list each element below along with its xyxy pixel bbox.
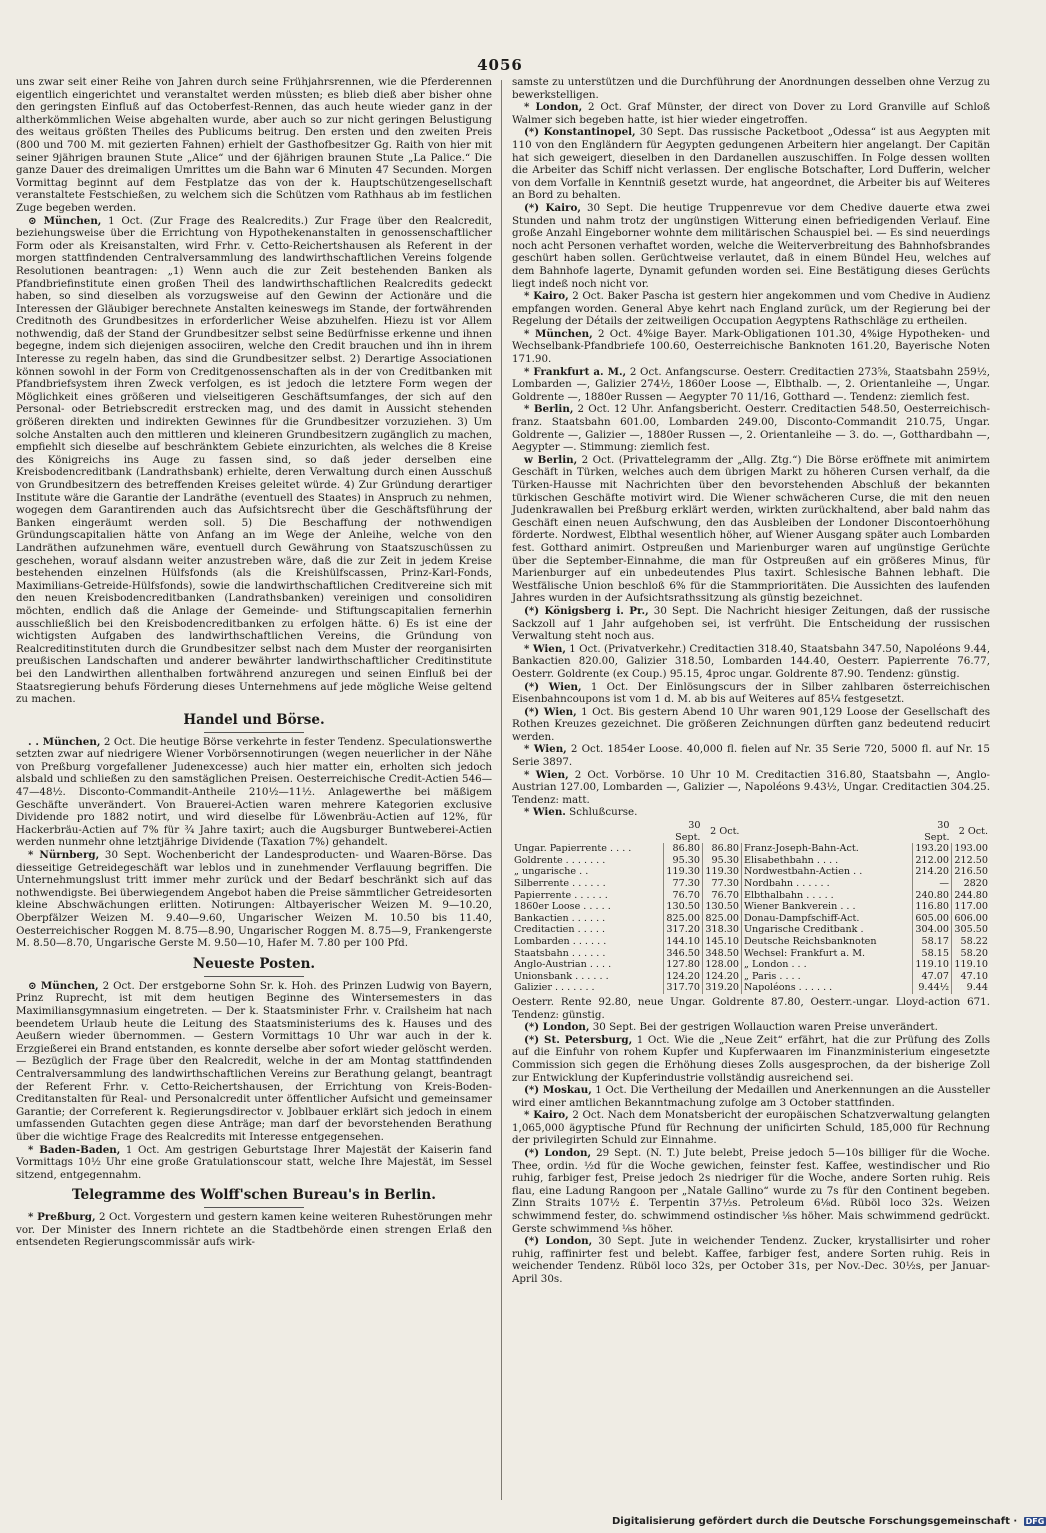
table-row (512, 878, 990, 890)
right-column (512, 76, 990, 1504)
article-paragraph (512, 769, 990, 807)
dateline: * London, (524, 101, 583, 114)
table-cell: 318.30 (702, 924, 741, 936)
vienna-closing-prices-table (512, 820, 990, 994)
table-cell: Elbthalbahn . . . . . (743, 889, 834, 901)
table-cell: 212.50 (952, 855, 991, 867)
table-cell: 317.70 (663, 982, 702, 994)
digitization-footer (612, 1516, 1045, 1530)
table-cell: 305.50 (952, 924, 991, 936)
article-paragraph (512, 403, 990, 453)
article-paragraph (512, 126, 990, 202)
table-cell: 9.44 (952, 982, 991, 994)
dfg-logo-icon: DFG (1025, 1517, 1045, 1526)
dateline: (*) London, (524, 1147, 592, 1160)
dateline: * Baden-Baden, (28, 1143, 121, 1156)
table-header-cell (512, 820, 663, 843)
article-paragraph (512, 328, 990, 366)
article-paragraph (512, 996, 990, 1021)
dateline: * Kairo, (524, 1109, 569, 1122)
table-cell: 193.20 (913, 843, 952, 855)
article-paragraph (16, 980, 492, 1144)
table-cell: 58.20 (952, 948, 991, 960)
table-cell: Creditactien . . . . . (514, 924, 606, 936)
dateline: (*) London, (524, 1235, 593, 1248)
heading-rule (204, 732, 304, 733)
article-paragraph (512, 101, 990, 126)
article-paragraph (512, 605, 990, 643)
article-text: 2 Oct. 4%ige Bayer. Mark-Obligationen 101.30, 4%ige Hypotheken- und Wechselbank-Pfandbriefe 100.60, Oesterreichische Banknoten 161.20, Bayerische Noten 171.90. (512, 327, 991, 366)
article-paragraph (512, 743, 990, 768)
table-row (512, 890, 990, 902)
dateline: ⊙ München, (28, 979, 99, 992)
article-text: 2 Oct. Die heutige Börse verkehrte in fester Tendenz. Speculationswerthe setzten zwar auf niedrigere Wiener Vorbörsennotirungen (wegen neuerlicher in der Nähe von Preßburg vorgefallener Judenexcesse) auch hier matter ein, erholten sich jedoch alsbald und schließen zu den samstäglichen Preisen. Oesterreichische Credit-Actien 546—47—48½. Disconto-Commandit-Antheile 210½—11½. Anlagewerthe bei mäßigem Geschäfte unverändert. Von Brauerei-Actien waren mehrere Kategorien exclusive Dividende pro 1882 notirt, und wird dieselbe für Löwenbräu-Actien auf 12%, für Hackerbräu-Actien auf 7% für ¾ Jahre taxirt; auch die Augsburger Buntweberei-Actien werden nunmehr ohne letztjährige Dividende (Taxation 7%) gehandelt. (16, 735, 492, 849)
table-cell: 116.80 (913, 901, 952, 913)
article-text: 30 Sept. Die heutige Truppenrevue vor dem Chedive dauerte etwa zwei Stunden und nahm trotz der ungünstigen Witterung einen befriedigenden Verlauf. Eine große Anzahl Eingeborner wohnte dem militärischen Schauspiel bei. — Es sind neuerdings noch acht Personen verhaftet worden, welche die Weiterverbreitung des Bahnhofsbrandes geschürt haben sollen. Gerüchtweise verlautet, daß in einem Bündel Heu, welches auf dem Bahnhofe lagerte, Dynamit gefunden worden sei. Eine Bestätigung dieses Gerüchts liegt indeß noch nicht vor. (512, 201, 991, 290)
table-cell: 145.10 (702, 936, 741, 948)
article-paragraph (16, 76, 492, 215)
table-cell: Deutsche Reichsbanknoten (743, 935, 877, 947)
section-heading: Handel und Börse. (183, 711, 325, 728)
table-cell: 77.30 (702, 878, 741, 890)
article-text: 2 Oct. (Privattelegramm der „Allg. Ztg.“) Die Börse eröffnete mit animirtem Geschäft in Türken, welches auch dem übrigen Markt zu höheren Cursen verhalf, da die Türken-Hausse mit Nachrichten über den bevorstehenden Abschluß der bekannten türkischen Geschäfte motivirt wird. Die Wiener schwächeren Curse, die mit den neuen Judenkrawallen bei Preßburg erklärt werden, wirkten zurückhaltend, aber bald nahm das Geschäft einen neuen Aufschwung, den das Ausbleiben der Londoner Discontoerhöhung förderte. Nordwest, Elbthal wesentlich höher, auf Wiener Ausgang später auch Lombarden fest. Gotthard animirt. Ostpreußen und Marienburger waren auf ungünstige Gerüchte über die September-Einnahme, die man für Ostpreußen auf ein größeres Minus, für Marienburger auf ein unbedeutendes Plus taxirt. Schlesische Bahnen lebhaft. Die Westfälische Union beschloß 6% für die Stammprioritäten. Die Aussichten des laufenden Jahres wurden in der Aufsichtsrathssitzung als günstig bezeichnet. (512, 453, 990, 605)
table-cell: Lombarden . . . . . . (514, 935, 607, 947)
table-cell: Papierrente . . . . . . (514, 889, 608, 901)
table-cell: Unionsbank . . . . . . (514, 970, 609, 982)
table-cell: 76.70 (702, 890, 741, 902)
table-cell: Bankactien . . . . . . (514, 912, 606, 924)
article-paragraph (16, 736, 492, 849)
article-text: Oesterr. Rente 92.80, neue Ungar. Goldrente 87.80, Oesterr.-ungar. Lloyd-action 671. Tendenz: günstig. (512, 995, 990, 1021)
dateline: * Wien, (524, 642, 566, 655)
article-text: 30 Sept. Bei der gestrigen Wollauction waren Preise unverändert. (589, 1021, 938, 1034)
dateline: . . München, (28, 735, 101, 748)
table-row (512, 948, 990, 960)
article-text: 2 Oct. Anfangscurse. Oesterr. Creditactien 273⅝, Staatsbahn 259½, Lombarden —, Galizier 274½, 1860er Loose —, Elbthalb. —, 2. Orientanleihe —, Ungar. Goldrente —, 1880er Russen — Aegypter 70 11/16, Gotthard —. Tendenz: ziemlich fest. (512, 365, 990, 403)
table-cell: Wechsel: Frankfurt a. M. (743, 947, 866, 959)
table-cell: Nordbahn . . . . . . (743, 878, 830, 889)
article-paragraph (512, 1084, 990, 1109)
section-heading: Neueste Posten. (192, 955, 316, 972)
article-paragraph (512, 643, 990, 681)
table-cell: 124.20 (702, 971, 741, 983)
article-text: 1 Oct. Der Einlösungscurs der in Silber zahlbaren österreichischen Eisenbahncoupons ist vom 1 d. M. ab bis auf Weiteres auf 85¼ festgesetzt. (512, 680, 990, 706)
table-cell: 127.80 (663, 959, 702, 971)
article-text: 1 Oct. Bis gestern Abend 10 Uhr waren 901,129 Loose der Gesellschaft des Rothen Kreuzes gezeichnet. Die größeren Zeichnungen dürften ganz bedeutend reducirt werden. (512, 705, 990, 743)
table-header-row (512, 820, 990, 843)
heading-rule (204, 1207, 304, 1208)
table-cell: 346.50 (663, 948, 702, 960)
table-cell: 86.80 (702, 843, 741, 855)
table-cell: 47.07 (913, 971, 952, 983)
table-row (512, 982, 990, 994)
article-text: 30 Sept. Das russische Packetboot „Odessa“ ist aus Aegypten mit 110 von den Engländern für Aegypten gedungenen Arbeitern hier angelangt. Der Capitän hat sich geweigert, dieselben in den Dardanellen auszuschiffen. In Folge dessen wollten die Arbeiter das Schiff nicht verlassen. Der englische Botschafter, Lord Dufferin, welcher von dem Vorfalle in Kenntniß gesetzt wurde, hat angeordnet, die Arbeiter bis auf Weiteres an Bord zu behalten. (512, 126, 990, 202)
table-header-cell (741, 820, 912, 843)
dateline: ⊙ München, (28, 214, 102, 227)
table-cell: Galizier . . . . . . . (514, 982, 595, 994)
table-cell: „ ungarische . . (514, 866, 589, 878)
dateline: * Nürnberg, (28, 849, 100, 862)
table-cell: Silberrente . . . . . . (514, 878, 606, 889)
table-cell: 119.30 (663, 866, 702, 878)
article-paragraph (512, 76, 990, 101)
article-paragraph (16, 1211, 492, 1249)
article-paragraph (512, 681, 990, 706)
table-cell: 214.20 (913, 866, 952, 878)
column-rule (501, 80, 502, 1500)
dateline: * Berlin, (524, 403, 574, 416)
table-cell: Wiener Bankverein . . . (743, 901, 856, 913)
dateline: * Preßburg, (28, 1211, 96, 1224)
article-text: 30 Sept. Die Nachricht hiesiger Zeitungen, daß der russische Sackzoll auf 1 Jahr aufgehoben sei, ist verfrüht. Die Entscheidung der russischen Verwaltung steht noch aus. (512, 604, 990, 643)
dateline: (*) Königsberg i. Pr., (524, 604, 649, 617)
table-cell: 1860er Loose . . . . . (514, 901, 611, 913)
table-cell: Ungar. Papierrente . . . . (514, 843, 632, 855)
article-text: 2 Oct. Vorgestern und gestern kamen keine weiteren Ruhestörungen mehr vor. Der Minister des Innern richtete an die Stadtbehörde einen strengen Erlaß den entsendeten Regierungscommissär aufs wirk- (16, 1211, 492, 1249)
article-text: 2 Oct. Graf Münster, der direct von Dover zu Lord Granville auf Schloß Walmer sich begeben hatte, ist hier wieder eingetroffen. (512, 101, 991, 126)
table-cell: Donau-Dampfschiff-Act. (743, 912, 860, 924)
table-cell: 144.10 (663, 936, 702, 948)
table-cell: 95.30 (663, 855, 702, 867)
table-row (512, 971, 990, 983)
table-cell: 128.00 (702, 959, 741, 971)
left-column (16, 76, 492, 1504)
table-cell: 58.15 (913, 948, 952, 960)
table-cell: 348.50 (702, 948, 741, 960)
article-paragraph (512, 1147, 990, 1235)
table-cell: 212.00 (913, 855, 952, 867)
table-cell: 9.44½ (913, 982, 952, 994)
table-cell: 605.00 (913, 913, 952, 925)
article-paragraph (512, 290, 990, 328)
article-paragraph (512, 1034, 990, 1084)
dateline: (*) Kairo, (524, 201, 581, 214)
article-text: 2 Oct. Nach dem Monatsbericht der europäischen Schatzverwaltung gelangten 1,065,000 ägyptische Pfund für Rechnung der unificirten Schuld, 185,000 für Rechnung der privilegirten Schuld zur Einnahme. (512, 1109, 990, 1147)
table-cell: 606.00 (952, 913, 991, 925)
table-cell: 124.20 (663, 971, 702, 983)
table-cell: 193.00 (952, 843, 991, 855)
footer-text: Digitalisierung gefördert durch die Deutsche Forschungsgemeinschaft · (612, 1516, 1018, 1527)
table-cell: 119.10 (952, 959, 991, 971)
table-cell: 2820 (952, 878, 991, 890)
table-cell: 58.17 (913, 936, 952, 948)
table-cell: 304.00 (913, 924, 952, 936)
page-number: 4056 (477, 56, 523, 74)
article-paragraph (16, 215, 492, 706)
dateline: * Wien. (524, 806, 566, 819)
article-paragraph (512, 1235, 990, 1285)
table-cell: 130.50 (663, 901, 702, 913)
table-row (512, 936, 990, 948)
table-cell: 95.30 (702, 855, 741, 867)
article-text: 2 Oct. Vorbörse. 10 Uhr 10 M. Creditactien 316.80, Staatsbahn —, Anglo-Austrian 127.00, Lombarden —, Galizier —, Napoléons 9.43½, Ungar. Creditactien 304.25. Tendenz: matt. (512, 768, 991, 806)
article-text: 1 Oct. Die Vertheilung der Medaillen und Anerkennungen an die Aussteller wird einer amtlichen Bekanntmachung zufolge am 3 October stattfinden. (512, 1084, 991, 1109)
table-header-cell: 2 Oct. (710, 825, 740, 837)
article-paragraph (512, 806, 990, 819)
section-heading: Telegramme des Wolff'schen Bureau's in Berlin. (72, 1187, 436, 1204)
table-cell: 825.00 (663, 913, 702, 925)
article-text: 1 Oct. (Privatverkehr.) Creditactien 318.40, Staatsbahn 347.50, Napoléons 9.44, Bankactien 820.00, Galizier 318.50, Lombarden 144.40, Oesterr. Papierrente 76.77, Oesterr. Goldrente (ex Coup.) 95.15, 4proc ungar. Goldrente 87.90. Tendenz: günstig. (512, 642, 991, 680)
table-cell: Napoléons . . . . . . (743, 982, 833, 994)
article-paragraph (16, 849, 492, 950)
table-cell: Franz-Joseph-Bahn-Act. (743, 843, 859, 855)
article-text: 2 Oct. Baker Pascha ist gestern hier angekommen und vom Chedive in Audienz empfangen worden. General Abye kehrt nach England zurück, um der Regierung bei der Regelung der Détails der zeitweiligen Occupation Aegyptens Rathschläge zu ertheilen. (512, 290, 990, 328)
article-text: uns zwar seit einer Reihe von Jahren durch seine Frühjahrsrennen, wie die Pferderennen eigentlich eingerichtet und veranstaltet werden müssten; es blieb dieß aber bisher ohne den geringsten Einfluß auf das Octoberfest-Rennen, das auch heute wieder ganz in der altherkömmlichen Weise abgehalten wurde, aber auch so zur nicht geringen Belustigung des weitaus größten Theiles des Publicums beitrug. Den ersten und den zweiten Preis (800 und 700 M. mit gezierten Fahnen) erhielt der Gasthofbesitzer Gg. Raith von hier mit seiner 9jährigen braunen Stute „Alice“ und der 6jährigen braunen Stute „La Palice.“ Die ganze Dauer des dreimaligen Umrittes um die Bahn war 6 Minuten 47 Secunden. Morgen Vormittag beginnt auf dem Festplatze das von der k. Hauptschützengesellschaft veranstaltete Festschießen, zu welchem sich die Schützen vom Rathhaus ab im festlichen Zuge begeben werden. (16, 76, 492, 214)
article-text: 30 Sept. Wochenbericht der Landesproducten- und Waaren-Börse. Das diesseitige Getreidegeschäft war leblos und in zunehmender Verflauung begriffen. Die Unternehmungslust tritt immer mehr zurück und der Bedarf beschränkt sich auf das nothwendigste. Bei überwiegendem Angebot haben die Preise sämmtlicher Getreidesorten kleine Abschwächungen erlitten. Notirungen: Altbayerischer Weizen M. 9—10.20, Oberpfälzer Weizen M. 9.40—9.60, Ungarischer Weizen M. 10.50 bis 11.40, Oesterreichischer Roggen M. 8.75—8.90, Ungarischer Roggen M. 8.75—9, Frankengerste M. 8.50—8.70, Ungarische Gerste M. 9.50—10, Hafer M. 7.80 per 100 Pfd. (16, 849, 492, 950)
table-cell: 240.80 (913, 890, 952, 902)
table-cell: 216.50 (952, 866, 991, 878)
table-row (512, 866, 990, 878)
article-text: 30 Sept. Jute in weichender Tendenz. Zucker, krystallisirter und roher ruhig, raffinirter fest und belebt. Kaffee, farbiger fest, andere Sorten ruhig. Reis in weichender Tendenz. Rüböl loco 32s, per October 31s, per Nov.-Dec. 30½s, per Januar-April 30s. (512, 1235, 990, 1285)
article-text: 2 Oct. 12 Uhr. Anfangsbericht. Oesterr. Creditactien 548.50, Oesterreichisch-franz. Staatsbahn 601.00, Lombarden 249.00, Disconto-Commandit 210.75, Ungar. Goldrente —, Galizier —, 1880er Russen —, 2. Orientanleihe — 3. do. —, Gotthardbahn —, Aegypter —. Stimmung: ziemlich fest. (512, 403, 991, 454)
article-text: 2 Oct. 1854er Loose. 40,000 fl. fielen auf Nr. 35 Serie 720, 5000 fl. auf Nr. 15 Serie 3897. (512, 743, 990, 769)
table-row (512, 901, 990, 913)
dateline: (*) Konstantinopel, (524, 126, 636, 139)
dateline: (*) Moskau, (524, 1084, 592, 1097)
table-cell: 119.10 (913, 959, 952, 971)
table-cell: 77.30 (663, 878, 702, 890)
dateline: (*) St. Petersburg, (524, 1033, 633, 1046)
article-text: 29 Sept. (N. T.) Jute belebt, Preise jedoch 5—10s billiger für die Woche. Thee, ordin. ½d für die Woche gewichen, feinster fest. Kaffee, westindischer und Rio ruhig, farbiger fest, Preise jedoch 2s niedriger für die Woche, andere Sorten ruhig. Reis flau, eine Ladung Rangoon per „Natale Gallino“ wurde zu 7s für den Continent begeben. Zinn Straits 107½ £. Terpentin 37½s. Petroleum 6⅛d. Rüböl loco 32s. Weizen schwimmend fester, do. schwimmend ostindischer ⅛s höher. Mais schwimmend gedrückt. Gerste schwimmend ⅛s höher. (512, 1147, 991, 1235)
table-header-cell: 30 Sept. (675, 820, 701, 843)
table-cell: — (913, 878, 952, 890)
article-text: 1 Oct. Am gestrigen Geburtstage Ihrer Majestät der Kaiserin fand Vormittags 10½ Uhr eine große Gratulationscour statt, welche Ihre Majestät, im Sessel sitzend, entgegennahm. (16, 1143, 492, 1181)
article-paragraph (16, 1144, 492, 1182)
table-cell: 58.22 (952, 936, 991, 948)
article-text: Schlußcurse. (565, 806, 638, 819)
table-row (512, 843, 990, 855)
dateline: (*) London, (524, 1021, 590, 1034)
article-paragraph (512, 366, 990, 404)
heading-rule (204, 976, 304, 977)
article-paragraph (512, 1109, 990, 1147)
dateline: * Frankfurt a. M., (524, 365, 627, 378)
table-cell: Goldrente . . . . . . . (514, 854, 606, 866)
article-paragraph (512, 202, 990, 290)
article-paragraph (512, 1021, 990, 1034)
table-row (512, 855, 990, 867)
dateline: * Wien, (524, 768, 569, 781)
table-cell: Ungarische Creditbank . (743, 924, 864, 936)
article-text: 2 Oct. Der erstgeborne Sohn Sr. k. Hoh. des Prinzen Ludwig von Bayern, Prinz Ruprecht, ist mit dem heutigen Beginne des Wintersemesters in das Maximiliansgymnasium eingetreten. — Der k. Staatsminister Frhr. v. Crailsheim hat nach beendetem Urlaub heute die Leitung des Staatsministeriums des k. Hauses und des Aeußern wieder übernommen. — Gestern Vormittags 10 Uhr war auch in der k. Erzgießerei ein Brand entstanden, es konnte derselbe aber sofort wieder gelöscht werden. — Bezüglich der Frage über den Realcredit, welche in der am Montag stattfindenden Centralversammlung des landwirthschaftlichen Vereins zur Berathung gelangt, beantragt der Referent Frhr. v. Cetto-Reichertshausen, der Errichtung von Kreis-Boden-Creditanstalten für Real- und Personalcredit unter öffentlicher Aufsicht und gemeinsamer Garantie; der Correferent k. Regierungsdirector v. Joblbauer erklärt sich jedoch in einem umfassenden Gutachten gegen diese Anträge; man darf der bevorstehenden Berathung über die wichtige Frage des Realcredits mit Interesse entgegensehen. (16, 979, 492, 1143)
table-row (512, 913, 990, 925)
article-text: 1 Oct. Wie die „Neue Zeit“ erfährt, hat die zur Prüfung des Zolls auf die Einfuhr von rohem Kupfer und Kupferwaaren im Finanzministerium eingesetzte Commission sich gegen die Erhöhung dieses Zolls ausgesprochen, da der bisherige Zoll zur Entwicklung der Kupferindustrie vollständig ausreichend sei. (512, 1033, 990, 1084)
table-cell: „ London . . . (743, 959, 807, 971)
article-text: 1 Oct. (Zur Frage des Realcredits.) Zur Frage über den Realcredit, beziehungsweise über die Errichtung von Hypothekenanstalten in genossenschaftlicher Form oder als Kreisanstalten, wird Frhr. v. Cetto-Reichertshausen als Referent in der morgen stattfindenden Centralversammlung des landwirthschaftlichen Vereins folgende Resolutionen beantragen: „1) Wenn auch die zur Zeit bestehenden Banken als Pfandbriefinstitute einen großen Theil des landwirthschaftlichen Realcredits gedeckt haben, so sind dieselben als vorzugsweise auf den Gewinn der Actionäre und die Interessen der Gläubiger berechnete Anstalten keineswegs im Stande, der fortwährenden Creditnoth des Grundbesitzes in erforderlicher Weise abzuhelfen. Hiezu ist vor Allem nothwendig, daß der Stand der Grundbesitzer selbst seine Bedürfnisse erkenne und ihnen begegne, indem sich diejenigen associiren, welche den Credit brauchen und ihn in ihrem Interesse zu regeln haben, das sind die Grundbesitzer selbst. 2) Derartige Associationen können sowohl in der Form von Creditgenossenschaften als in der von Creditbanken mit Pfandbriefsystem ihren Zweck verfolgen, es ist jedoch die letztere Form wegen der Möglichkeit eines größeren und vielseitigeren Geschäftsumfanges, der sich auf den Personal- oder Betriebscredit erstrecken mag, und des damit in Aussicht stehenden größeren direkten und indirekten Gewinnes für die Grundbesitzer vorzuziehen. 3) Um solche Anstalten auch den mittleren und kleineren Grundbesitzern zugänglich zu machen, empfiehlt sich dieselbe auf beschränktem Gebiete einzurichten, als welches die 8 Kreise des Königreichs ins Auge zu fassen sind, so daß jeder derselben eine Kreisbodencreditbank (Landrathsbank) erhielte, deren Verwaltung durch einen Ausschuß von Grundbesitzern des betreffenden Kreises geleitet würde. 4) Zur Gründung derartiger Institute wäre die Garantie der Landräthe (eventuell des Staates) in Anspruch zu nehmen, wogegen dem Garantirenden auch das Aufsichtsrecht über die Geschäftsführung der Banken eingeräumt werden soll. 5) Die Beschaffung der nothwendigen Gründungscapitalien hätte von Anfang an im Wege der Anleihe, welche von den Landräthen aufzunehmen wäre, eventuell durch Gewährung von Staatszuschüssen zu geschehen, worauf alsdann weiter anzustreben wäre, daß die zur Zeit in jedem Kreise bestehenden einzelnen Hülfsfonds (als die Kreishülfscassen, Prinz-Karl-Fonds, Maximilians-Getreide-Hülfsfonds), sowie die landwirthschaftlichen Creditvereine sich mit den neuen Kreisbodencreditbanken (Landrathsbanken) vereinigen und consolidiren möchten, endlich daß die Anlage der Gemeinde- und Stiftungscapitalien fernerhin ausschließlich bei den Kreisbodencreditbanken zu erfolgen hätte. 6) Es ist eine der wichtigsten Aufgaben des landwirthschaftlichen Vereins, die Gründung von Realcreditinstituten durch die Grundbesitzer selbst nach dem Muster der reorganisirten preußischen Landschaften und anderer bewährter landwirthschaftlicher Creditinstitute bei den Landwirthen allenthalben fortwährend anzuregen und seinen Einfluß bei der Staatsregierung behufs Förderung dieses Unternehmens auf jede mögliche Weise geltend zu machen. (16, 214, 492, 706)
article-text: samste zu unterstützen und die Durchführung der Anordnungen desselben ohne Verzug zu bewerkstelligen. (512, 76, 990, 101)
dateline: * Wien, (524, 743, 567, 756)
table-header-cell: 2 Oct. (958, 825, 988, 837)
article-paragraph (512, 454, 990, 605)
table-cell: 244.80 (952, 890, 991, 902)
table-cell: 119.30 (702, 866, 741, 878)
table-row (512, 924, 990, 936)
table-cell: 76.70 (663, 890, 702, 902)
table-cell: 47.10 (952, 971, 991, 983)
table-cell: Elisabethbahn . . . . (743, 854, 839, 866)
table-cell: Staatsbahn . . . . . . (514, 947, 606, 959)
dateline: * München, (524, 327, 593, 340)
article-paragraph (512, 706, 990, 744)
table-cell: 825.00 (702, 913, 741, 925)
dateline: (*) Wien, (524, 705, 577, 718)
dateline: * Kairo, (524, 290, 569, 303)
dateline: w Berlin, (524, 453, 578, 466)
table-row (512, 959, 990, 971)
table-cell: 317.20 (663, 924, 702, 936)
table-cell: 86.80 (663, 843, 702, 855)
dateline: (*) Wien, (524, 680, 582, 693)
table-cell: Anglo-Austrian . . . . (514, 959, 612, 971)
table-cell: 319.20 (702, 982, 741, 994)
table-header-cell: 30 Sept. (924, 820, 950, 843)
table-cell: „ Paris . . . . (743, 970, 801, 982)
table-cell: 117.00 (952, 901, 991, 913)
table-cell: 130.50 (702, 901, 741, 913)
table-cell: Nordwestbahn-Actien . . (743, 866, 863, 878)
